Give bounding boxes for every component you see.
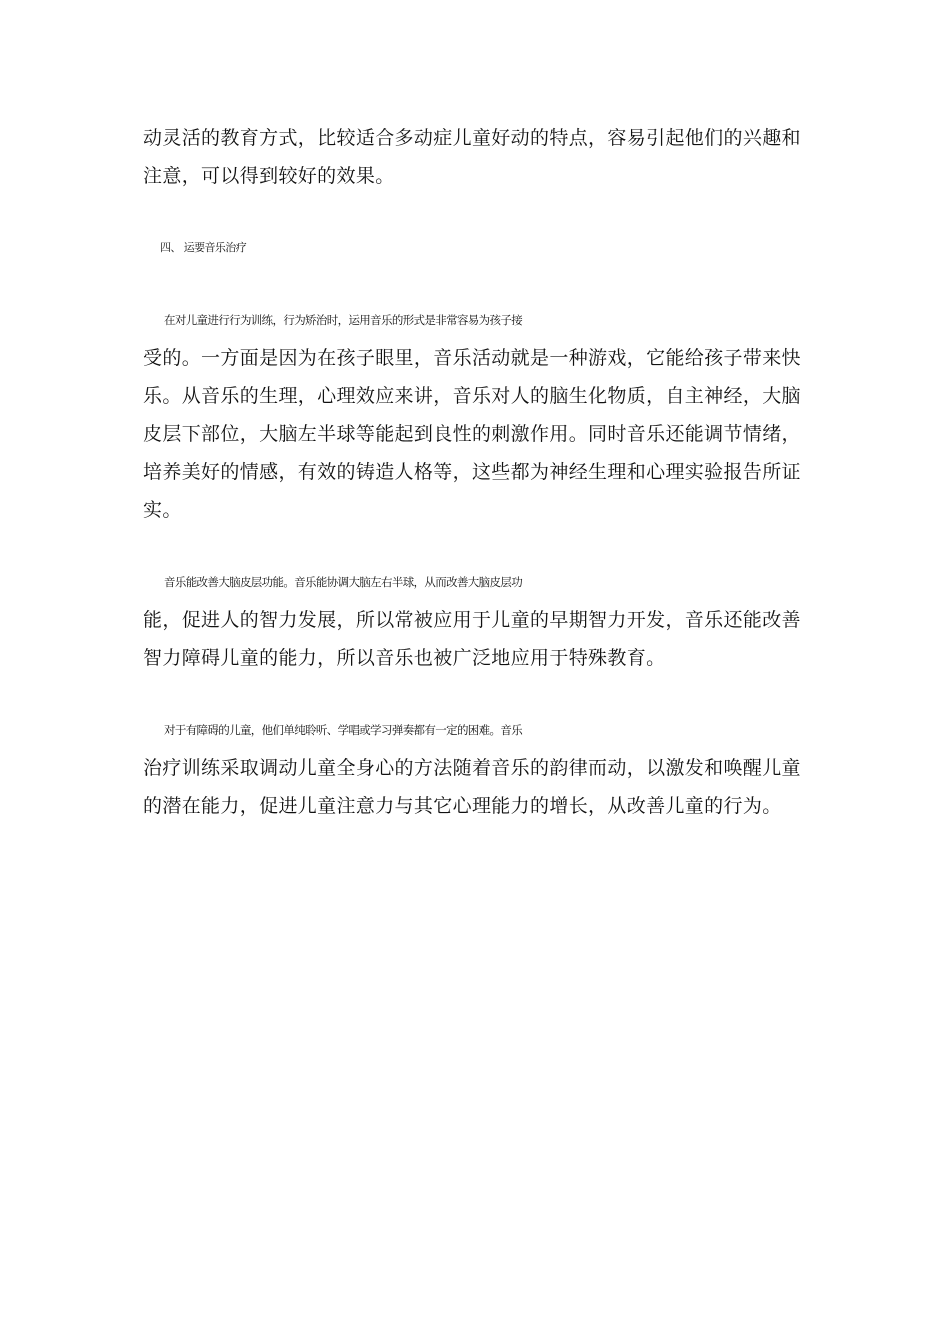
paragraph-4-line-3: 的潜在能力，促进儿童注意力与其它心理能力的增长，从改善儿童的行为。 — [143, 795, 782, 817]
paragraph-2-line-5: 培养美好的情感，有效的铸造人格等，这些都为神经生理和心理实验报告所证 — [143, 461, 801, 483]
paragraph-3-line-1: 音乐能改善大脑皮层功能。音乐能协调大脑左右半球，从而改善大脑皮层功 — [164, 575, 523, 589]
paragraph-4-line-1: 对于有障碍的儿童，他们单纯聆听、学唱或学习弹奏都有一定的困难。音乐 — [164, 723, 523, 737]
paragraph-4-line-2: 治疗训练采取调动儿童全身心的方法随着音乐的韵律而动，以激发和唤醒儿童 — [143, 757, 801, 779]
paragraph-2-line-6: 实。 — [143, 499, 182, 521]
paragraph-2-line-1: 在对儿童进行行为训练，行为矫治时，运用音乐的形式是非常容易为孩子接 — [164, 313, 523, 327]
paragraph-1-line-2: 注意，可以得到较好的效果。 — [143, 165, 395, 187]
paragraph-1-line-1: 动灵活的教育方式，比较适合多动症儿童好动的特点，容易引起他们的兴趣和 — [143, 127, 801, 149]
paragraph-3-line-2: 能，促进人的智力发展，所以常被应用于儿童的早期智力开发，音乐还能改善 — [143, 609, 801, 631]
paragraph-2-line-3: 乐。从音乐的生理，心理效应来讲，音乐对人的脑生化物质，自主神经，大脑 — [143, 385, 801, 407]
paragraph-3-line-3: 智力障碍儿童的能力，所以音乐也被广泛地应用于特殊教育。 — [143, 647, 666, 669]
section-heading: 四、 运要音乐治疗 — [160, 241, 247, 254]
paragraph-2-line-4: 皮层下部位，大脑左半球等能起到良性的刺激作用。同时音乐还能调节情绪， — [143, 423, 801, 445]
paragraph-2-line-2: 受的。一方面是因为在孩子眼里，音乐活动就是一种游戏，它能给孩子带来快 — [143, 347, 801, 369]
